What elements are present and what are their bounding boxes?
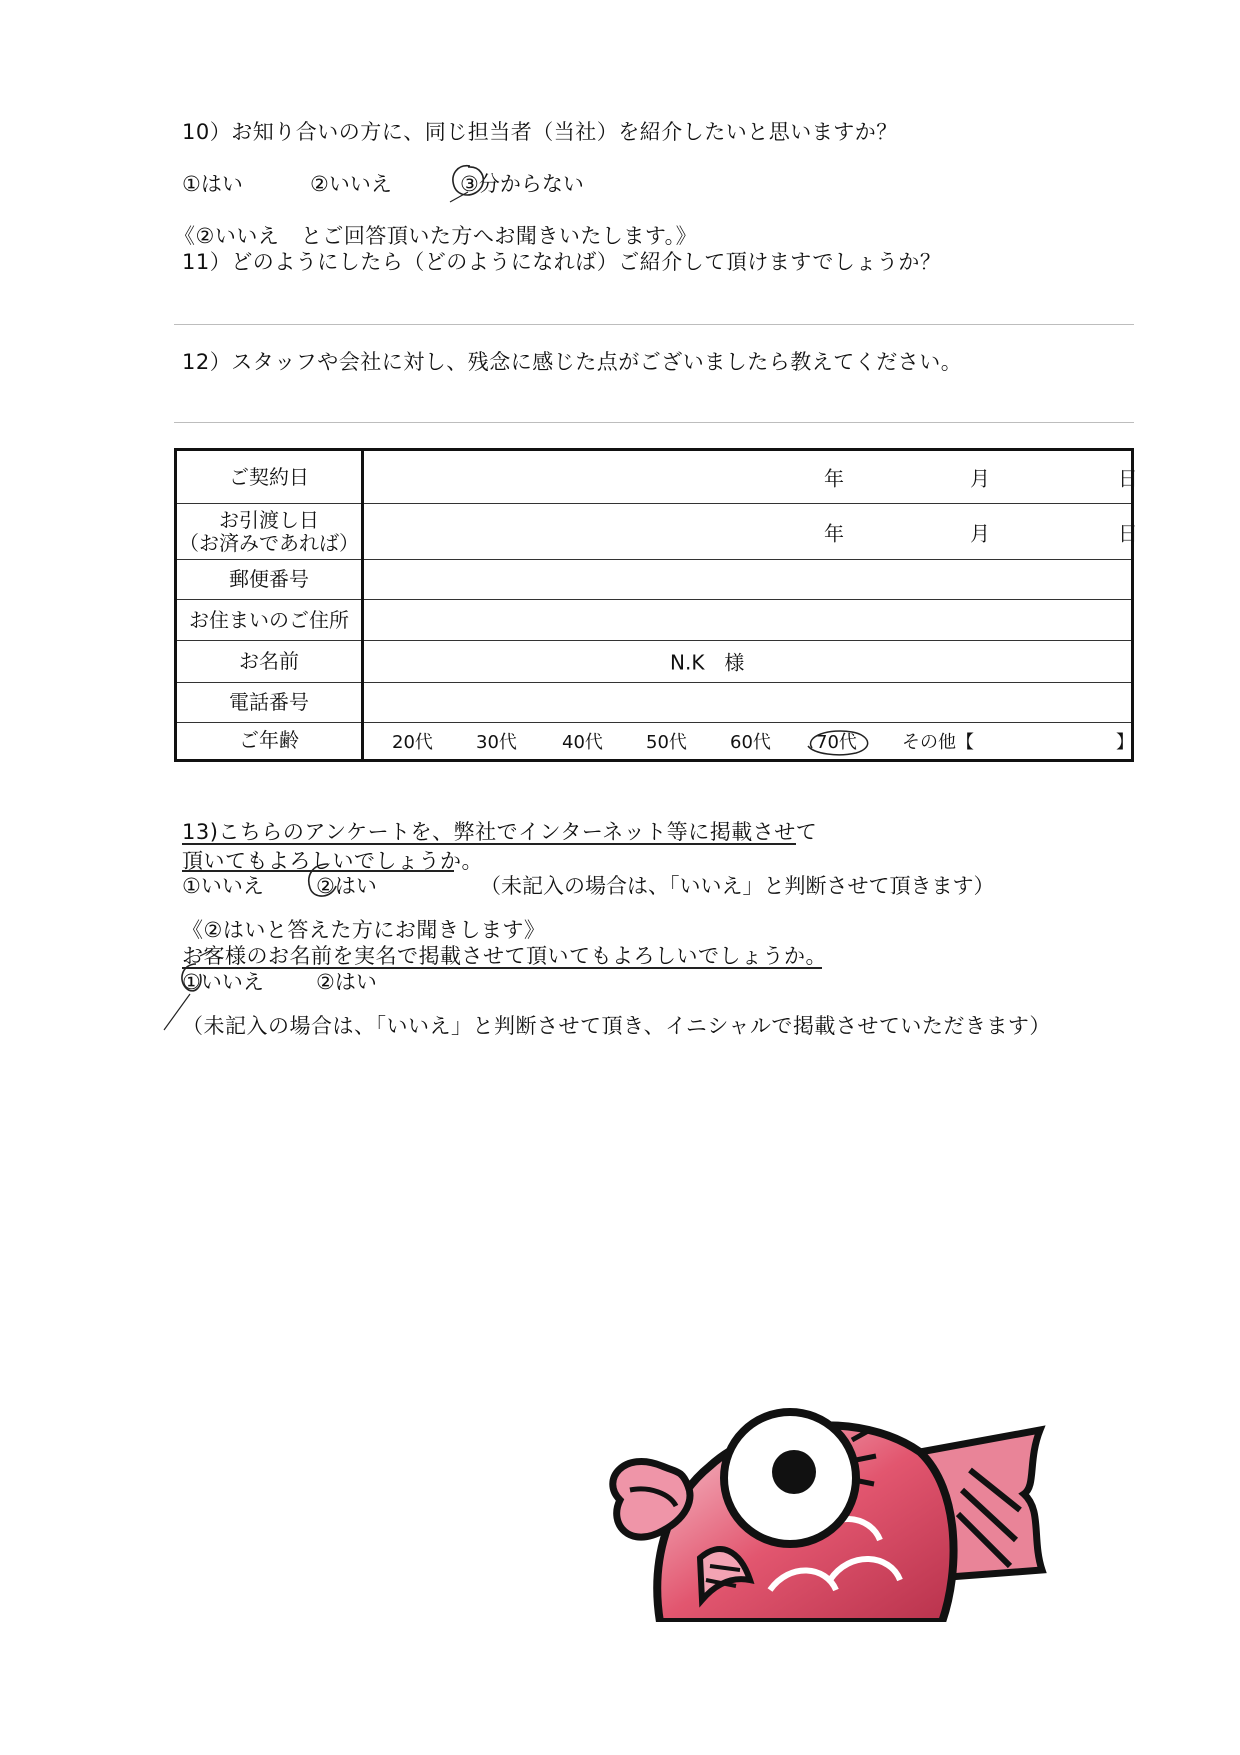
- age-option-40s[interactable]: 40代: [562, 731, 603, 753]
- month-label: 月: [970, 466, 990, 491]
- contract-date-field[interactable]: [363, 450, 1138, 504]
- handover-date-field[interactable]: [363, 504, 1138, 560]
- contract-date-label: ご契約日: [176, 450, 363, 504]
- q13-question-line1: 13)こちらのアンケートを、弊社でインターネット等に掲載させて: [182, 820, 818, 844]
- name-value: N.K 様: [670, 650, 745, 675]
- handover-label-line1: お引渡し日: [219, 507, 319, 532]
- table-row: [176, 722, 1133, 760]
- q13-sub-heading: 《②はいと答えた方にお聞きします》: [182, 918, 546, 942]
- age-option-30s[interactable]: 30代: [476, 731, 517, 753]
- age-option-50s[interactable]: 50代: [646, 731, 687, 753]
- table-row: [176, 640, 1133, 682]
- q13-option-yes[interactable]: ②はい: [316, 874, 377, 898]
- table-row: [176, 600, 1133, 640]
- age-label: ご年齢: [176, 722, 363, 760]
- age-option-other[interactable]: その他【: [902, 731, 974, 753]
- year-label: 年: [824, 521, 844, 546]
- q12-question: 12）スタッフや会社に対し、残念に感じた点がございましたら教えてください。: [182, 350, 963, 374]
- q13-sub-option-yes[interactable]: ②はい: [316, 970, 377, 994]
- name-label: お名前: [176, 640, 363, 682]
- q13-question-line2: 頂いてもよろしいでしょうか。: [182, 849, 483, 873]
- q13-sub-question: お客様のお名前を実名で掲載させて頂いてもよろしいでしょうか。: [182, 944, 827, 968]
- handover-date-label: [176, 504, 363, 560]
- postal-code-label: 郵便番号: [176, 560, 363, 600]
- customer-info-table: [174, 448, 1138, 762]
- day-label: 日: [1118, 466, 1138, 491]
- table-row: [176, 682, 1133, 722]
- q13-note: （未記入の場合は、「いいえ」と判断させて頂きます）: [480, 874, 995, 898]
- table-row: [176, 450, 1133, 504]
- q13-sub-note: （未記入の場合は、「いいえ」と判断させて頂き、イニシャルで掲載させていただきます）: [182, 1014, 1051, 1038]
- q10-option-yes[interactable]: ①はい: [182, 172, 243, 196]
- phone-field[interactable]: [363, 682, 1133, 722]
- phone-label: 電話番号: [176, 682, 363, 722]
- age-option-70s[interactable]: 70代: [816, 731, 857, 753]
- address-field[interactable]: [363, 600, 1133, 640]
- q12-answer-line[interactable]: [174, 422, 1134, 423]
- address-label: お住まいのご住所: [176, 600, 363, 640]
- q10-option-no[interactable]: ②いいえ: [310, 172, 392, 196]
- table-row: [176, 504, 1133, 560]
- year-label: 年: [824, 466, 844, 491]
- age-option-20s[interactable]: 20代: [392, 731, 433, 753]
- age-field[interactable]: [363, 722, 1133, 760]
- name-field[interactable]: [363, 640, 1133, 682]
- q13-sub-option-no[interactable]: ①いいえ: [182, 970, 264, 994]
- sea-bream-mascot-icon: [590, 1390, 1060, 1622]
- age-option-60s[interactable]: 60代: [730, 731, 771, 753]
- month-label: 月: [970, 521, 990, 546]
- q11-question: 11）どのようにしたら（どのようになれば）ご紹介して頂けますでしょうか？: [182, 250, 942, 274]
- q10-question: 10）お知り合いの方に、同じ担当者（当社）を紹介したいと思いますか？: [182, 120, 898, 144]
- underline: [182, 967, 822, 969]
- q11-answer-line[interactable]: [174, 324, 1134, 325]
- q13-option-no[interactable]: ①いいえ: [182, 874, 264, 898]
- postal-code-field[interactable]: [363, 560, 1133, 600]
- q10-option-unknown[interactable]: ③分からない: [460, 172, 584, 196]
- q11-note: 《②いいえ とご回答頂いた方へお聞きいたします。》: [174, 224, 698, 248]
- day-label: 日: [1118, 521, 1138, 546]
- table-row: [176, 560, 1133, 600]
- handover-label-line2: （お済みであれば）: [179, 530, 359, 555]
- age-other-close: 】: [1116, 731, 1134, 753]
